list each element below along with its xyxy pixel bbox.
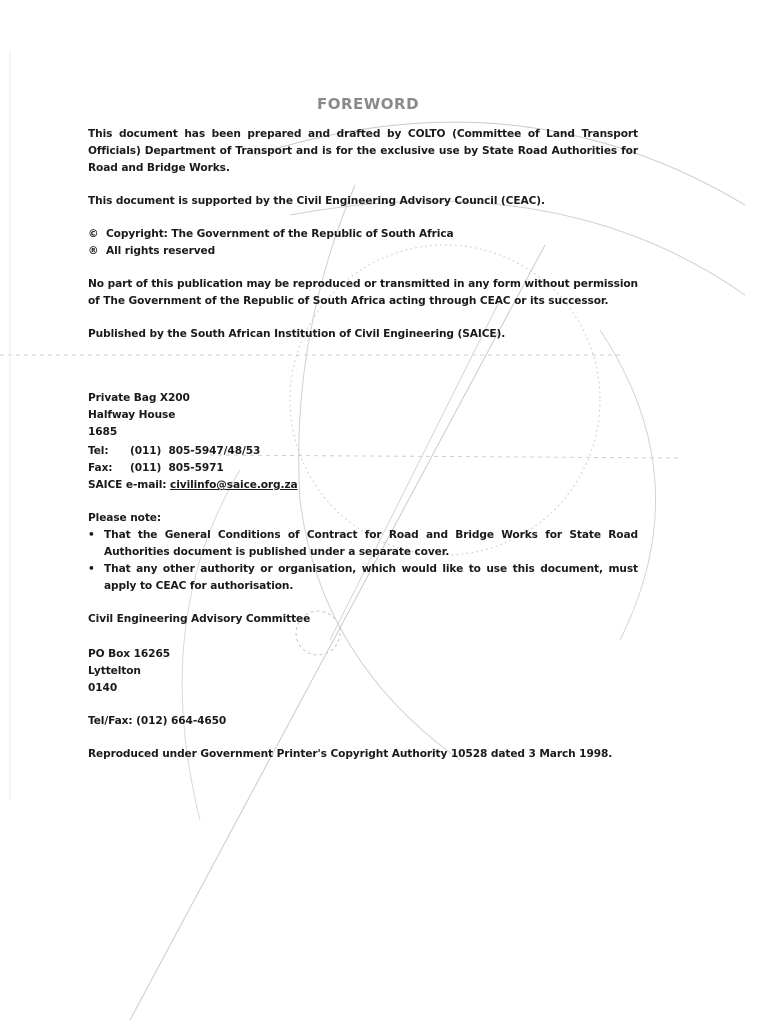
address-line-2: Halfway House [88, 409, 176, 421]
note-text: That the General Conditions of Contract for Road and Bridge Works for State Road Authorities document is published under a separate cover. [104, 529, 638, 558]
email-link[interactable]: civilinfo@saice.org.za [170, 479, 298, 491]
email-label: SAICE e-mail: [88, 479, 167, 491]
fax-label: Fax: [88, 462, 113, 474]
notes-heading: Please note: [88, 512, 162, 524]
permission-paragraph: No part of this publication may be reproduced or transmitted in any form without permission of The Government of the Republic of South Africa acting through CEAC or its successor. [88, 278, 638, 307]
notes-list [88, 527, 638, 595]
fax-row [88, 460, 638, 477]
po-line-1: PO Box 16265 [88, 648, 170, 660]
address-block [88, 390, 638, 441]
copyright-symbol: © [88, 228, 99, 240]
po-line-3: 0140 [88, 682, 118, 694]
contact-block [88, 443, 638, 494]
tel-row [88, 443, 638, 460]
note-text: That any other authority or organisation, which would like to use this document, must apply to CEAC for authorisation. [104, 563, 638, 592]
support-paragraph: This document is supported by the Civil Engineering Advisory Council (CEAC). [88, 195, 545, 207]
rights-line [88, 243, 638, 260]
list-item [88, 527, 638, 561]
notes-block [88, 510, 638, 595]
copyright-text: Copyright: The Government of the Republic of South Africa [106, 228, 454, 240]
bullet-icon: • [88, 563, 95, 575]
po-box-block [88, 646, 638, 697]
registered-symbol: ® [88, 245, 99, 257]
address-line-1: Private Bag X200 [88, 392, 190, 404]
address-line-3: 1685 [88, 426, 118, 438]
fax-value: (011) 805-5971 [130, 462, 224, 474]
published-paragraph: Published by the South African Institution of Civil Engineering (SAICE). [88, 328, 506, 340]
reproduced-notice: Reproduced under Government Printer's Copyright Authority 10528 dated 3 March 1998. [88, 748, 613, 760]
tel-value: (011) 805-5947/48/53 [130, 445, 261, 457]
rights-text: All rights reserved [106, 245, 216, 257]
email-row [88, 477, 638, 494]
list-item [88, 561, 638, 595]
copyright-block [88, 226, 638, 260]
tel-label: Tel: [88, 445, 109, 457]
bullet-icon: • [88, 529, 95, 541]
intro-paragraph: This document has been prepared and drafted by COLTO (Committee of Land Transport Officials) Department of Transport and is for the exclusive use by State Road Authorities for Road and Bridge Works. [88, 128, 638, 174]
telfax-line: Tel/Fax: (012) 664-4650 [88, 715, 227, 727]
page-title: FOREWORD [316, 95, 420, 113]
document-page [88, 96, 638, 763]
committee-name: Civil Engineering Advisory Committee [88, 613, 311, 625]
po-line-2: Lyttelton [88, 665, 141, 677]
copyright-line [88, 226, 638, 243]
